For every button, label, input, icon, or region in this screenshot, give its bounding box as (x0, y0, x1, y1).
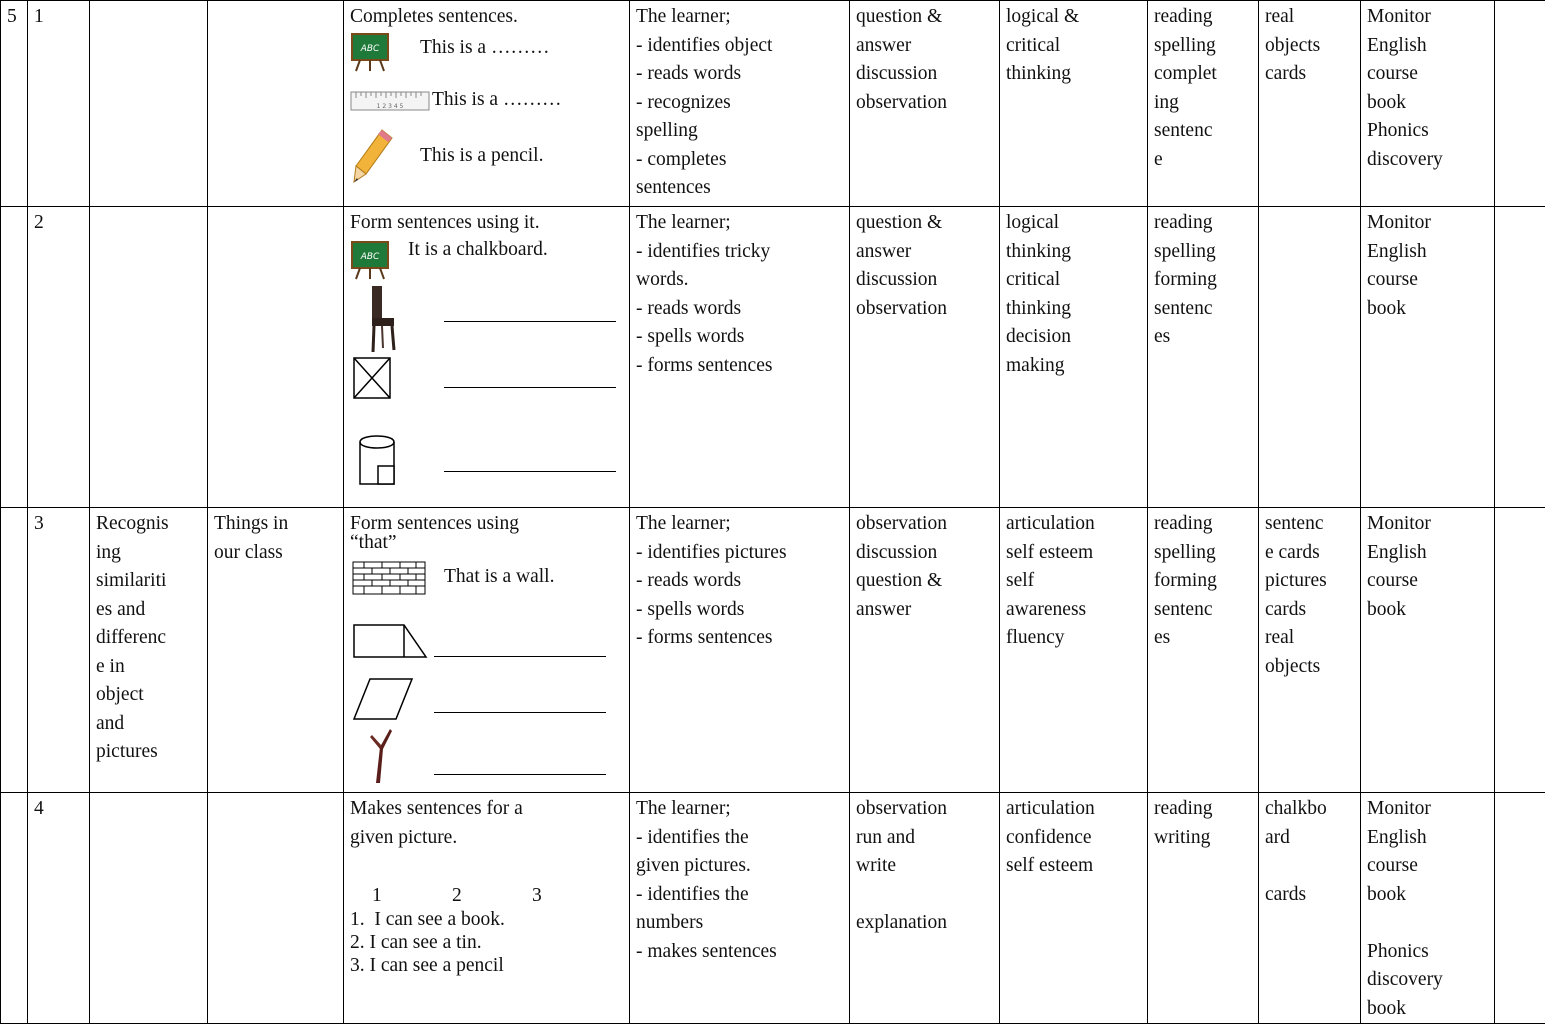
picture-number: 1 (372, 882, 382, 911)
method-line: write (856, 852, 995, 881)
method-line: discussion (856, 266, 995, 295)
aid-line: cards (1265, 881, 1356, 910)
activity-line: reading (1154, 795, 1254, 824)
remarks-cell (1495, 793, 1545, 1024)
method-line: observation (856, 510, 995, 539)
content-sentence: That is a wall. (444, 563, 554, 592)
picture-number: 3 (532, 882, 542, 911)
indicator-line: - spells words (636, 596, 845, 625)
content-sentence: 1. I can see a book. (350, 908, 625, 931)
methods-cell (850, 508, 1000, 793)
methods-cell (850, 793, 1000, 1024)
table-row (1, 207, 1545, 508)
life-skill-line: self esteem (1006, 852, 1143, 881)
chalkboard-icon (350, 32, 390, 72)
competence-line: es and (96, 596, 203, 625)
lesson-cell (28, 793, 90, 1024)
pencil-icon (352, 128, 396, 184)
aid-line: cards (1265, 596, 1356, 625)
aids-cell (1259, 793, 1361, 1024)
activity-line: reading (1154, 209, 1254, 238)
activity-line: es (1154, 624, 1254, 653)
references-cell (1361, 508, 1495, 793)
reference-line: discovery (1367, 146, 1490, 175)
indicator-line: The learner; (636, 510, 845, 539)
method-line (856, 881, 995, 910)
content-sentence: 2. I can see a tin. (350, 931, 625, 954)
competence-cell (90, 793, 208, 1024)
method-line: explanation (856, 909, 995, 938)
week-cell (1, 207, 28, 508)
reference-line: book (1367, 295, 1490, 324)
chalkboard-icon (350, 240, 390, 280)
activity-line: spelling (1154, 238, 1254, 267)
activity-line: complet (1154, 60, 1254, 89)
method-line: observation (856, 795, 995, 824)
life-skill-line: logical & (1006, 3, 1143, 32)
reference-line (1367, 909, 1490, 938)
content-sentence: This is a ……… (420, 34, 549, 63)
lesson-number: 2 (34, 209, 85, 238)
activity-line: spelling (1154, 32, 1254, 61)
life-skill-line: critical (1006, 266, 1143, 295)
indicators-cell (630, 207, 850, 508)
indicator-line: - identifies pictures (636, 539, 845, 568)
life-skill-line: articulation (1006, 795, 1143, 824)
reference-line: book (1367, 89, 1490, 118)
subtopic-line: our class (214, 539, 339, 568)
reference-line: English (1367, 824, 1490, 853)
reference-line: English (1367, 238, 1490, 267)
competence-line: ing (96, 539, 203, 568)
competence-line: Recognis (96, 510, 203, 539)
indicator-line: - identifies tricky (636, 238, 845, 267)
method-line: run and (856, 824, 995, 853)
life-skill-line: fluency (1006, 624, 1143, 653)
life-skill-line: confidence (1006, 824, 1143, 853)
indicator-line: - makes sentences (636, 938, 845, 967)
content-sentence: This is a ……… (432, 86, 561, 115)
reference-line: course (1367, 567, 1490, 596)
chair-icon (364, 284, 400, 354)
aid-line: ard (1265, 824, 1356, 853)
indicator-line: The learner; (636, 3, 845, 32)
life-skill-line: awareness (1006, 596, 1143, 625)
competence-cell (90, 207, 208, 508)
aid-line: real (1265, 3, 1356, 32)
lesson-number: 4 (34, 795, 85, 824)
competence-line: and (96, 710, 203, 739)
week-number: 5 (7, 3, 23, 32)
activity-line: spelling (1154, 539, 1254, 568)
svg-text:ABC: ABC (360, 252, 380, 262)
activity-line: es (1154, 323, 1254, 352)
competence-line: e in (96, 653, 203, 682)
aid-line (1265, 852, 1356, 881)
activity-line: forming (1154, 567, 1254, 596)
indicator-line: - spells words (636, 323, 845, 352)
references-cell (1361, 793, 1495, 1024)
reference-line: English (1367, 32, 1490, 61)
method-line: question & (856, 567, 995, 596)
references-cell (1361, 207, 1495, 508)
reference-line: Monitor (1367, 795, 1490, 824)
indicator-line: The learner; (636, 209, 845, 238)
trapezoid-shape-icon (352, 621, 428, 659)
indicator-line: numbers (636, 909, 845, 938)
content-title: Completes sentences. (350, 3, 625, 32)
aid-line: cards (1265, 60, 1356, 89)
indicator-line: sentences (636, 174, 845, 203)
indicator-line: - identifies object (636, 32, 845, 61)
lesson-number: 1 (34, 3, 85, 32)
indicators-cell (630, 793, 850, 1024)
life-skill-line: self esteem (1006, 539, 1143, 568)
competence-cell (90, 1, 208, 207)
indicator-line: - reads words (636, 567, 845, 596)
table-row (1, 793, 1545, 1024)
competence-line: pictures (96, 738, 203, 767)
answer-blank (434, 773, 606, 775)
reference-line: discovery (1367, 966, 1490, 995)
indicators-cell (630, 1, 850, 207)
activities-cell (1148, 207, 1259, 508)
life-skills-cell (1000, 1, 1148, 207)
life-skill-line: logical (1006, 209, 1143, 238)
answer-blank (434, 711, 606, 713)
indicator-line: The learner; (636, 795, 845, 824)
method-line: discussion (856, 539, 995, 568)
tin-icon (354, 432, 400, 490)
life-skills-cell (1000, 793, 1148, 1024)
content-title: Makes sentences for a (350, 795, 625, 824)
life-skills-cell (1000, 207, 1148, 508)
brick-wall-icon (352, 561, 426, 595)
aid-line: pictures (1265, 567, 1356, 596)
aids-cell (1259, 1, 1361, 207)
activity-line: sentenc (1154, 117, 1254, 146)
content-cell (344, 793, 630, 1024)
activity-line: forming (1154, 266, 1254, 295)
method-line: question & (856, 209, 995, 238)
life-skill-line: decision (1006, 323, 1143, 352)
week-cell (1, 508, 28, 793)
method-line: question & (856, 3, 995, 32)
competence-cell (90, 508, 208, 793)
life-skill-line: self (1006, 567, 1143, 596)
svg-text:ABC: ABC (360, 44, 380, 54)
activities-cell (1148, 1, 1259, 207)
life-skill-line: critical (1006, 32, 1143, 61)
week-cell (1, 1, 28, 207)
reference-line: Monitor (1367, 3, 1490, 32)
activity-line: writing (1154, 824, 1254, 853)
parallelogram-shape-icon (352, 677, 414, 721)
subtopic-cell (208, 207, 344, 508)
lesson-cell (28, 508, 90, 793)
competence-line: differenc (96, 624, 203, 653)
remarks-cell (1495, 207, 1545, 508)
reference-line: book (1367, 596, 1490, 625)
content-sentence: 3. I can see a pencil (350, 954, 625, 977)
life-skill-line: thinking (1006, 295, 1143, 324)
indicators-cell (630, 508, 850, 793)
activity-line: sentenc (1154, 596, 1254, 625)
content-title: Form sentences using (350, 510, 625, 539)
indicator-line: - completes (636, 146, 845, 175)
life-skill-line: thinking (1006, 238, 1143, 267)
references-cell (1361, 1, 1495, 207)
method-line: answer (856, 238, 995, 267)
methods-cell (850, 1, 1000, 207)
activity-line: e (1154, 146, 1254, 175)
week-cell (1, 793, 28, 1024)
table-row (1, 1, 1545, 207)
reference-line: course (1367, 852, 1490, 881)
stick-icon (362, 725, 396, 785)
content-title-continued: “that” (350, 529, 397, 558)
method-line: observation (856, 89, 995, 118)
content-cell (344, 1, 630, 207)
competence-line: object (96, 681, 203, 710)
subtopic-cell (208, 508, 344, 793)
subtopic-line: Things in (214, 510, 339, 539)
content-sentence: This is a pencil. (420, 142, 543, 171)
life-skill-line: articulation (1006, 510, 1143, 539)
indicator-line: - reads words (636, 60, 845, 89)
activities-cell (1148, 793, 1259, 1024)
lesson-cell (28, 1, 90, 207)
remarks-cell (1495, 1, 1545, 207)
indicator-line: words. (636, 266, 845, 295)
aid-line: chalkbo (1265, 795, 1356, 824)
picture-number: 2 (452, 882, 462, 911)
reference-line: Monitor (1367, 510, 1490, 539)
method-line: answer (856, 32, 995, 61)
content-sentence: It is a chalkboard. (408, 236, 548, 265)
aid-line: real (1265, 624, 1356, 653)
content-cell (344, 508, 630, 793)
methods-cell (850, 207, 1000, 508)
activities-cell (1148, 508, 1259, 793)
method-line: discussion (856, 60, 995, 89)
lesson-number: 3 (34, 510, 85, 539)
aid-line: e cards (1265, 539, 1356, 568)
indicator-line: - forms sentences (636, 624, 845, 653)
indicator-line: - identifies the (636, 824, 845, 853)
table-row (1, 508, 1545, 793)
answer-blank (444, 386, 616, 388)
box-icon (352, 356, 394, 402)
activity-line: sentenc (1154, 295, 1254, 324)
reference-line: English (1367, 539, 1490, 568)
reference-line: Phonics (1367, 117, 1490, 146)
reference-line: Monitor (1367, 209, 1490, 238)
subtopic-cell (208, 793, 344, 1024)
aid-line: objects (1265, 653, 1356, 682)
indicator-line: given pictures. (636, 852, 845, 881)
indicator-line: - forms sentences (636, 352, 845, 381)
reference-line: Phonics (1367, 938, 1490, 967)
activity-line: reading (1154, 510, 1254, 539)
aid-line: objects (1265, 32, 1356, 61)
lesson-cell (28, 207, 90, 508)
indicator-line: - recognizes (636, 89, 845, 118)
content-title: Form sentences using it. (350, 209, 625, 238)
life-skill-line: thinking (1006, 60, 1143, 89)
reference-line: book (1367, 995, 1490, 1024)
subtopic-cell (208, 1, 344, 207)
content-title-continued: given picture. (350, 824, 625, 853)
answer-blank (444, 470, 616, 472)
competence-line: similariti (96, 567, 203, 596)
content-cell (344, 207, 630, 508)
remarks-cell (1495, 508, 1545, 793)
life-skill-line: making (1006, 352, 1143, 381)
activity-line: reading (1154, 3, 1254, 32)
svg-text:1 2 3 4 5: 1 2 3 4 5 (377, 103, 404, 110)
reference-line: course (1367, 266, 1490, 295)
activity-line: ing (1154, 89, 1254, 118)
reference-line: book (1367, 881, 1490, 910)
aids-cell (1259, 207, 1361, 508)
indicator-line: spelling (636, 117, 845, 146)
aid-line: sentenc (1265, 510, 1356, 539)
indicator-line: - identifies the (636, 881, 845, 910)
answer-blank (444, 320, 616, 322)
reference-line: course (1367, 60, 1490, 89)
life-skills-cell (1000, 508, 1148, 793)
indicator-line: - reads words (636, 295, 845, 324)
answer-blank (434, 655, 606, 657)
method-line: answer (856, 596, 995, 625)
method-line: observation (856, 295, 995, 324)
aids-cell (1259, 508, 1361, 793)
ruler-icon (350, 90, 430, 112)
